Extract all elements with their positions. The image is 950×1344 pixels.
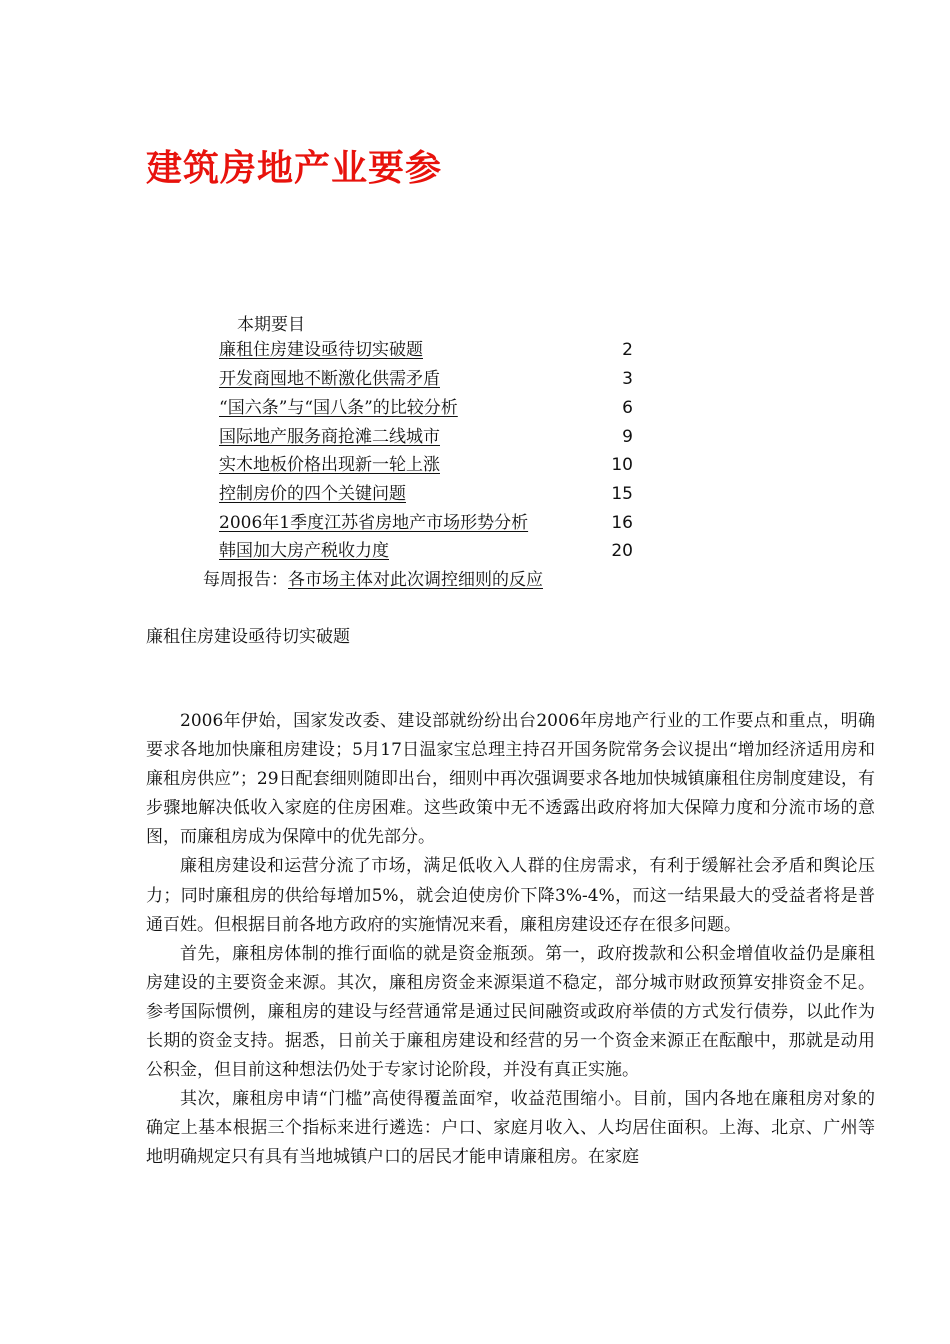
toc-item-label[interactable]: 韩国加大房产税收力度 xyxy=(219,541,389,561)
toc-item-page: 2 xyxy=(622,340,633,360)
weekly-report-link[interactable]: 各市场主体对此次调控细则的反应 xyxy=(288,570,543,590)
toc-item[interactable] xyxy=(219,424,633,450)
toc-item-page: 6 xyxy=(622,398,633,418)
document-title: 建筑房地产业要参 xyxy=(146,147,443,189)
toc-heading: 本期要目 xyxy=(237,315,305,335)
toc-item[interactable] xyxy=(219,538,633,564)
toc-item-page: 3 xyxy=(622,369,633,389)
weekly-report-prefix: 每周报告： xyxy=(203,570,288,590)
toc-item-page: 15 xyxy=(611,484,633,504)
toc-item[interactable] xyxy=(219,481,633,507)
toc-item[interactable] xyxy=(219,510,633,536)
toc-item-page: 20 xyxy=(611,541,633,561)
toc-item-label[interactable]: 廉租住房建设亟待切实破题 xyxy=(219,340,423,360)
toc-item[interactable] xyxy=(219,395,633,421)
paragraph: 首先，廉租房体制的推行面临的就是资金瓶颈。第一，政府拨款和公积金增值收益仍是廉租房建设的主要资金来源。其次，廉租房资金来源渠道不稳定，部分城市财政预算安排资金不足。参考国际惯例，廉租房的建设与经营通常是通过民间融资或政府举债的方式发行债券，以此作为长期的资金支持。据悉，日前关于廉租房建设和经营的另一个资金来源正在酝酿中，那就是动用公积金，但目前这种想法仍处于专家讨论阶段，并没有真正实施。 xyxy=(146,943,875,1081)
toc-item[interactable] xyxy=(219,337,633,363)
toc-item[interactable] xyxy=(219,452,633,478)
toc-item-page: 16 xyxy=(611,513,633,533)
toc-item-label[interactable]: 2006年1季度江苏省房地产市场形势分析 xyxy=(219,513,529,533)
weekly-report xyxy=(203,567,543,593)
toc-item-label[interactable]: 实木地板价格出现新一轮上涨 xyxy=(219,455,440,475)
paragraph: 2006年伊始，国家发改委、建设部就纷纷出台2006年房地产行业的工作要点和重点，明确要求各地加快廉租房建设；5月17日温家宝总理主持召开国务院常务会议提出“增加经济适用房和廉租房供应”；29日配套细则随即出台，细则中再次强调要求各地加快城镇廉租住房制度建设，有步骤地解决低收入家庭的住房困难。这些政策中无不透露出政府将加大保障力度和分流市场的意图，而廉租房成为保障中的优先部分。 xyxy=(146,711,875,848)
toc-item-label[interactable]: 开发商囤地不断激化供需矛盾 xyxy=(219,369,440,389)
toc-item-page: 9 xyxy=(622,427,633,447)
toc-item-label[interactable]: 国际地产服务商抢滩二线城市 xyxy=(219,427,440,447)
paragraph: 其次，廉租房申请“门槛”高使得覆盖面窄，收益范围缩小。目前，国内各地在廉租房对象的确定上基本根据三个指标来进行遴选：户口、家庭月收入、人均居住面积。上海、北京、广州等地明确规定只有具有当地城镇户口的居民才能申请廉租房。在家庭 xyxy=(146,1089,875,1168)
section-heading: 廉租住房建设亟待切实破题 xyxy=(146,627,350,647)
toc-item-label[interactable]: 控制房价的四个关键问题 xyxy=(219,484,406,504)
toc-item-label[interactable]: “国六条”与“国八条”的比较分析 xyxy=(219,398,458,418)
article-body xyxy=(146,707,875,1173)
paragraph: 廉租房建设和运营分流了市场，满足低收入人群的住房需求，有利于缓解社会矛盾和舆论压力；同时廉租房的供给每增加5%，就会迫使房价下降3%-4%，而这一结果最大的受益者将是普通百姓。但根据目前各地方政府的实施情况来看，廉租房建设还存在很多问题。 xyxy=(146,856,875,935)
toc-item-page: 10 xyxy=(611,455,633,475)
toc-item[interactable] xyxy=(219,366,633,392)
